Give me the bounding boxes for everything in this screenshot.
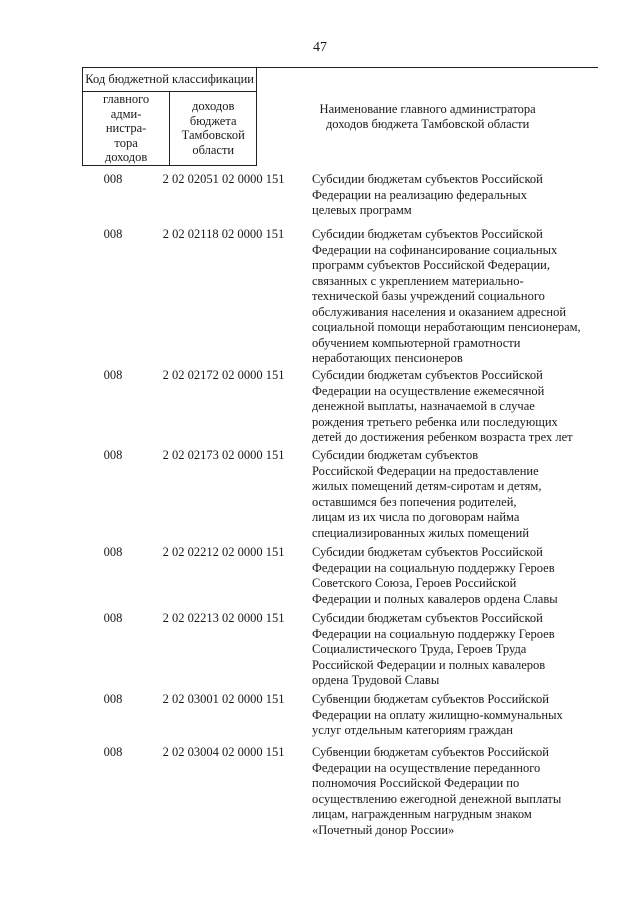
name-line: технической базы учреждений социального [312, 289, 545, 303]
header-budget-classification: Код бюджетной классификации [83, 68, 257, 92]
name-line: Социалистического Труда, Героев Труда [312, 642, 527, 656]
header-admin-line: нистра- [105, 121, 147, 135]
header-admin-line: доходов [104, 150, 148, 164]
name-line: Федерации на осуществление переданного [312, 760, 541, 775]
header-name-line: доходов бюджета Тамбовской области [325, 116, 530, 131]
revenue-name [312, 745, 602, 838]
name-line: полномочия Российской Федерации по [312, 776, 520, 790]
admin-code: 008 [103, 227, 123, 241]
name-line: рождения третьего ребенка или последующих [312, 414, 558, 429]
name-line: Федерации на осуществление ежемесячной [312, 383, 545, 398]
name-line: Федерации на социальную поддержку Героев [312, 626, 555, 641]
name-line: Российской Федерации и полных кавалеров [312, 657, 546, 672]
admin-code: 008 [103, 692, 123, 706]
header-revenue-line: доходов бюджета [189, 99, 237, 128]
header-admin-cell [83, 92, 170, 166]
header-name-line: Наименование главного администратора [319, 102, 536, 116]
admin-code: 008 [103, 448, 123, 462]
admin-code: 008 [103, 745, 123, 759]
name-line: Субсидии бюджетам субъектов Российской [312, 611, 543, 625]
name-line: осуществлению ежегодной денежной выплаты [312, 791, 562, 806]
name-line: Субвенции бюджетам субъектов Российской [312, 692, 549, 706]
revenue-name [312, 692, 602, 739]
name-line: лицам, награжденным нагрудным знаком [312, 807, 532, 821]
name-line: социальной помощи неработающим пенсионерам, [312, 320, 581, 334]
revenue-name [312, 448, 602, 541]
header-admin-line: тора [114, 135, 138, 150]
name-line: Субсидии бюджетам субъектов Российской [312, 227, 543, 241]
admin-code: 008 [103, 368, 123, 382]
name-line: Российской Федерации на предоставление [312, 463, 539, 478]
revenue-name [312, 172, 602, 219]
revenue-name [312, 545, 602, 607]
name-line: Федерации на реализацию федеральных [312, 187, 527, 202]
page-number: 47 [313, 40, 327, 55]
admin-code: 008 [103, 611, 123, 625]
table-header [82, 67, 598, 166]
name-line: ордена Трудовой Славы [312, 673, 440, 687]
name-line: связанных с укреплением материально- [312, 273, 524, 288]
name-line: жилых помещений детям-сиротам и детям, [312, 479, 542, 493]
revenue-code: 2 02 03004 02 0000 151 [162, 745, 285, 759]
revenue-code: 2 02 02051 02 0000 151 [162, 172, 285, 186]
name-line: обслуживания населения и оказанием адресной [312, 304, 567, 319]
name-line: обучением компьютерной грамотности [312, 335, 521, 350]
name-line: детей до достижения ребенком возраста трех лет [312, 430, 573, 444]
name-line: Субсидии бюджетам субъектов Российской [312, 545, 543, 559]
revenue-code: 2 02 02118 02 0000 151 [162, 227, 285, 241]
revenue-name [312, 227, 602, 367]
admin-code: 008 [103, 172, 123, 186]
header-revenue-line: Тамбовской области [181, 128, 245, 157]
revenue-code: 2 02 02172 02 0000 151 [162, 368, 285, 382]
name-line: неработающих пенсионеров [312, 351, 463, 365]
header-name-cell [257, 68, 598, 166]
revenue-code: 2 02 02213 02 0000 151 [162, 611, 285, 625]
name-line: «Почетный донор России» [312, 822, 455, 837]
name-line: целевых программ [312, 203, 412, 217]
header-admin-line: главного [102, 92, 150, 106]
name-line: Советского Союза, Героев Российской [312, 576, 517, 590]
name-line: Субсидии бюджетам субъектов [312, 448, 479, 462]
header-revenue-cell [170, 92, 257, 166]
revenue-name [312, 368, 602, 446]
revenue-name [312, 611, 602, 689]
name-line: лицам из их числа по договорам найма [312, 510, 520, 524]
name-line: Федерации на софинансирование социальных [312, 242, 558, 257]
name-line: Субсидии бюджетам субъектов Российской [312, 368, 543, 382]
name-line: программ субъектов Российской Федерации, [312, 258, 550, 272]
name-line: Федерации на социальную поддержку Героев [312, 560, 555, 575]
name-line: оставшимся без попечения родителей, [312, 494, 517, 509]
name-line: Федерации и полных кавалеров ордена Славы [312, 591, 558, 606]
name-line: Субсидии бюджетам субъектов Российской [312, 172, 543, 186]
admin-code: 008 [103, 545, 123, 559]
revenue-code: 2 02 03001 02 0000 151 [162, 692, 285, 706]
name-line: Федерации на оплату жилищно-коммунальных [312, 707, 563, 722]
name-line: денежной выплаты, назначаемой в случае [312, 399, 535, 413]
header-admin-line: адми- [110, 106, 142, 121]
name-line: Субвенции бюджетам субъектов Российской [312, 745, 549, 759]
revenue-code: 2 02 02173 02 0000 151 [162, 448, 285, 462]
revenue-code: 2 02 02212 02 0000 151 [162, 545, 285, 559]
name-line: специализированных жилых помещений [312, 525, 530, 540]
name-line: услуг отдельным категориям граждан [312, 723, 513, 737]
